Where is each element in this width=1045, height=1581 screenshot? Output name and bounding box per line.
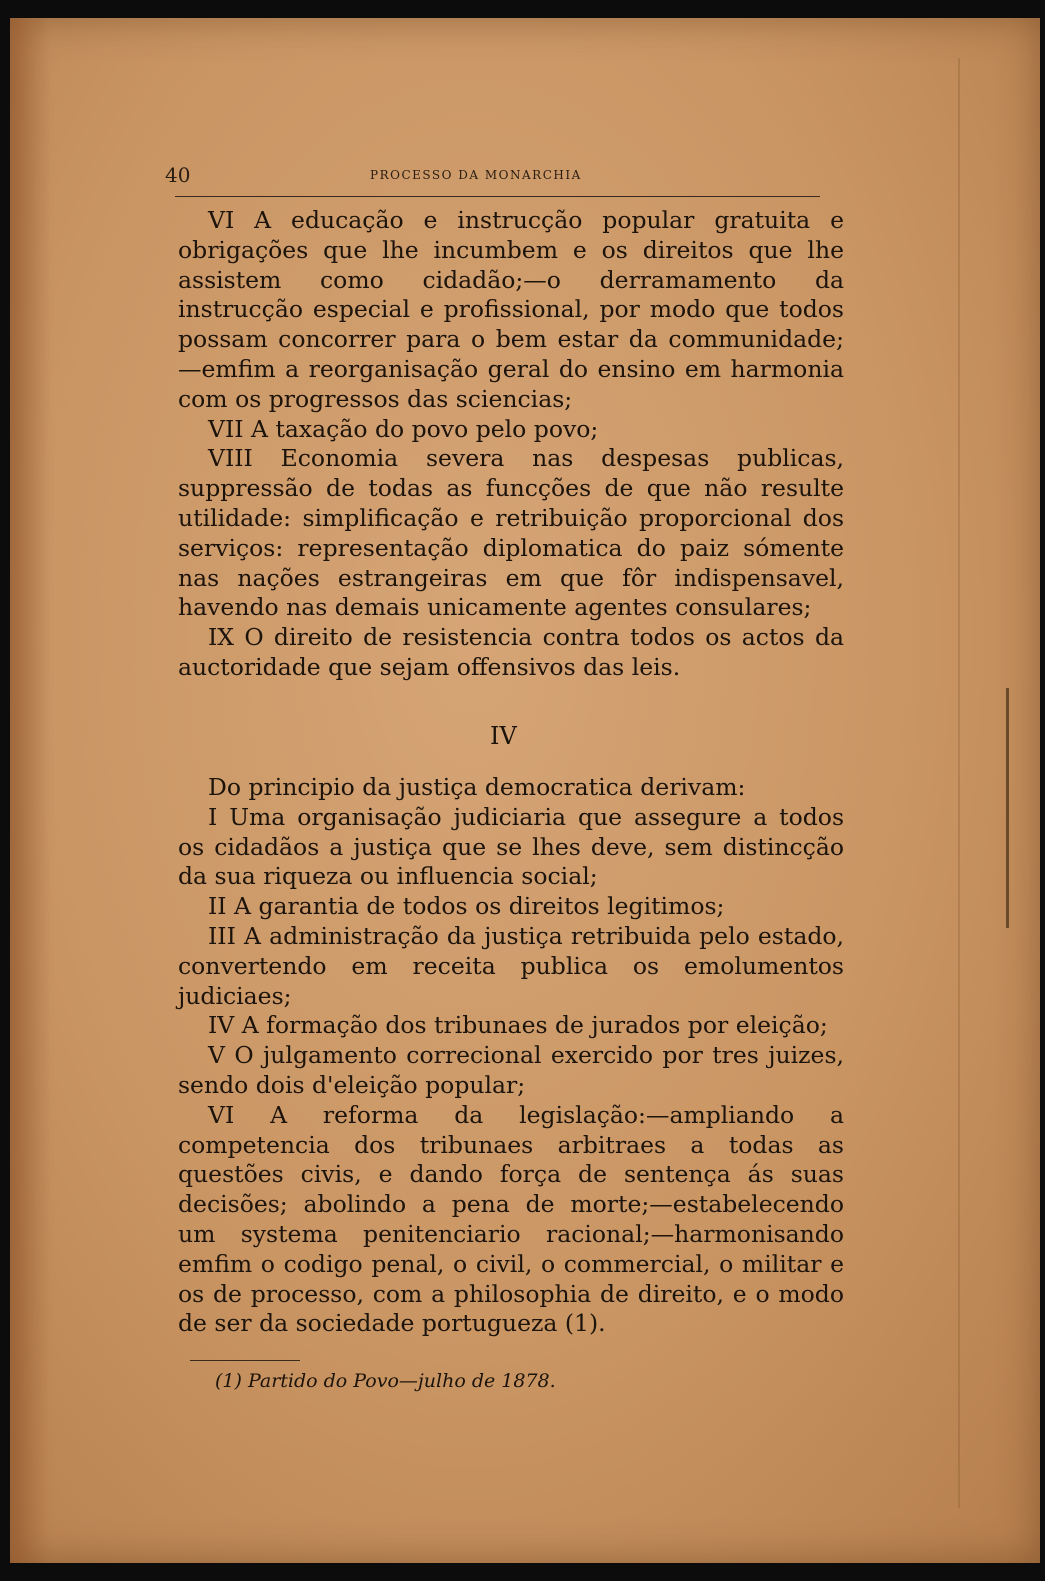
section-iv-list [178,773,844,1339]
list-item: IX O direito de resistencia contra todos os actos da auctoridade que sejam offensivos das leis. [178,623,844,681]
header-rule [175,196,820,197]
running-title: PROCESSO DA MONARCHIA [370,168,582,182]
binding-thread [1006,688,1009,928]
page-edge-shading [10,18,50,1563]
page-fold-line [958,58,960,1508]
section-intro: Do principio da justiça democratica derivam: [208,773,746,801]
section-iii-list [178,206,844,683]
list-item: VII A taxação do povo pelo povo; [208,414,599,443]
list-item: VI A reforma da legislação:—ampliando a competencia dos tribunaes arbitraes a todas as questões civis, e dando força de sentença ás suas decisões; abolindo a pena de morte;—estabelecendo um systema penitenciario racional;—harmonisando emfim o codigo penal, o civil, o commercial, o militar e os de processo, com a philosophia de direito, e o modo de ser da sociedade portugueza (1). [178,1100,844,1338]
list-item: II A garantia de todos os direitos legitimos; [208,892,725,921]
list-item: VIII Economia severa nas despesas publicas, suppressão de todas as funcções de que não resulte utilidade: simplificação e retribuição proporcional dos serviços: representação diplomatica do paiz sómente nas nações estrangeiras em que fôr indispensavel, havendo nas demais unicamente agentes consulares; [178,444,844,622]
section-heading: IV [490,722,517,750]
list-item: VI A educação e instrucção popular gratuita e obrigações que lhe incumbem e os direitos que lhe assistem como cidadão;—o derramamento da instrucção especial e profissional, por modo que todos possam concorrer para o bem estar da communidade;—emfim a reorganisação geral do ensino em harmonia com os progressos das sciencias; [178,206,844,413]
list-item: I Uma organisação judiciaria que assegure a todos os cidadãos a justiça que se lhes deve, sem distincção da sua riqueza ou influencia social; [178,802,844,891]
footnote: (1) Partido do Povo—julho de 1878. [215,1370,556,1392]
page-header [165,140,825,187]
list-item: V O julgamento correcional exercido por tres juizes, sendo dois d'eleição popular; [178,1041,844,1099]
list-item: III A administração da justiça retribuida pelo estado, convertendo em receita publica os emolumentos judiciaes; [178,921,844,1010]
page-number: 40 [165,163,191,187]
list-item: IV A formação dos tribunaes de jurados por eleição; [208,1011,828,1040]
footnote-rule [190,1360,300,1361]
